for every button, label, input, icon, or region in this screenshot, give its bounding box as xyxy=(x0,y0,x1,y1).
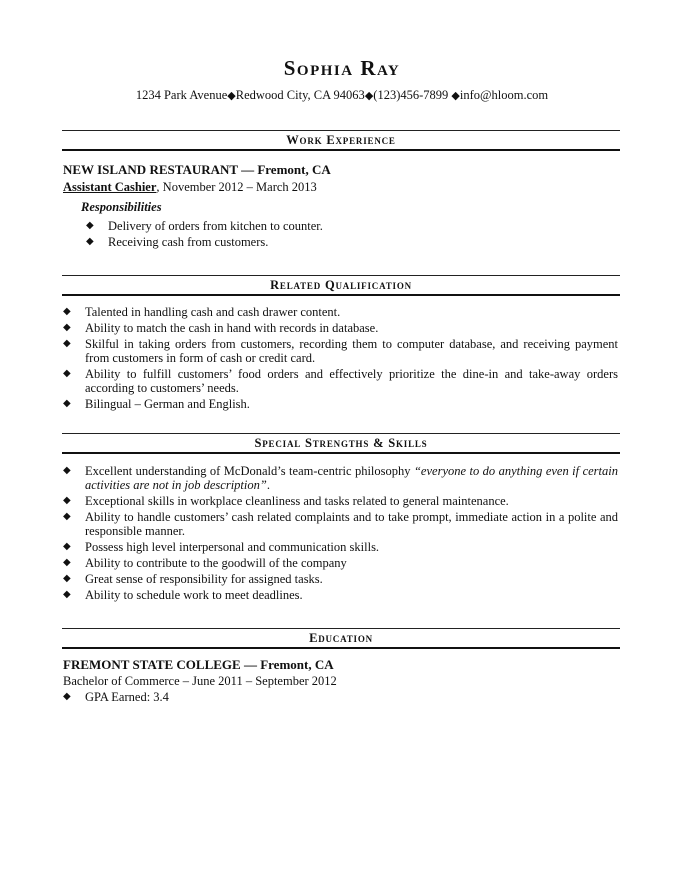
section-rule-bottom xyxy=(62,294,620,296)
contact-city: Redwood City, CA 94063 xyxy=(235,88,365,102)
qualification-text: Ability to fulfill customers’ food orders and effectively prioritize the dine-in and take-away orders according to customers’ needs. xyxy=(85,367,618,395)
education-detail-text: GPA Earned: 3.4 xyxy=(85,690,169,704)
section-rule-top xyxy=(62,275,620,276)
bullet-diamond-icon: ◆ xyxy=(86,220,94,231)
contact-separator: ◆ xyxy=(227,90,236,102)
section-title-work: Work Experience xyxy=(286,133,396,147)
skills-list xyxy=(63,464,618,604)
list-item xyxy=(63,556,618,570)
bullet-diamond-icon: ◆ xyxy=(63,368,71,379)
bullet-diamond-icon: ◆ xyxy=(63,691,71,702)
bullet-diamond-icon: ◆ xyxy=(63,557,71,568)
responsibility-text: Receiving cash from customers. xyxy=(108,235,269,249)
list-item xyxy=(63,321,618,335)
bullet-diamond-icon: ◆ xyxy=(63,322,71,333)
contact-phone: (123)456-7899 xyxy=(373,88,449,102)
skill-text: Ability to schedule work to meet deadlines. xyxy=(85,588,303,602)
skill-text: Great sense of responsibility for assigned tasks. xyxy=(85,572,323,586)
qualification-text: Skilful in taking orders from customers, recording them to computer database, and receiving payment from customers in form of cash or credit card. xyxy=(85,337,618,365)
job-dates: , November 2012 – March 2013 xyxy=(156,180,317,194)
job-title-line xyxy=(63,180,317,195)
skill-text: Exceptional skills in workplace cleanliness and tasks related to general maintenance. xyxy=(85,494,509,508)
school-heading: FREMONT STATE COLLEGE — Fremont, CA xyxy=(63,657,334,672)
contact-separator: ◆ xyxy=(364,90,374,102)
bullet-diamond-icon: ◆ xyxy=(63,338,71,349)
list-item xyxy=(63,494,618,508)
section-rule-top xyxy=(62,130,620,131)
section-rule-bottom xyxy=(62,452,620,454)
skill-text: Ability to handle customers’ cash related complaints and to take prompt, immediate action in a polite and responsible manner. xyxy=(85,510,618,538)
bullet-diamond-icon: ◆ xyxy=(63,495,71,506)
list-item xyxy=(86,219,386,233)
section-title-skills: Special Strengths & Skills xyxy=(254,436,428,450)
contact-address: 1234 Park Avenue xyxy=(135,88,228,102)
list-item xyxy=(63,572,618,586)
list-item xyxy=(63,540,618,554)
education-list xyxy=(63,690,363,706)
qualification-list xyxy=(63,305,618,413)
list-item xyxy=(63,337,618,365)
section-title-qualification: Related Qualification xyxy=(270,278,412,292)
list-item xyxy=(63,588,618,602)
bullet-diamond-icon: ◆ xyxy=(63,465,71,476)
list-item xyxy=(63,305,618,319)
skill-text: Ability to contribute to the goodwill of the company xyxy=(85,556,347,570)
section-rule-bottom xyxy=(62,149,620,151)
bullet-diamond-icon: ◆ xyxy=(63,511,71,522)
responsibilities-heading: Responsibilities xyxy=(81,200,162,214)
qualification-text: Talented in handling cash and cash drawer content. xyxy=(85,305,341,319)
contact-line xyxy=(0,88,684,103)
employer-heading: NEW ISLAND RESTAURANT — Fremont, CA xyxy=(63,162,331,177)
section-rule-top xyxy=(62,433,620,434)
list-item xyxy=(63,367,618,395)
section-title-education: Education xyxy=(309,631,373,645)
skill-text-end: . xyxy=(266,478,270,492)
skill-text: Possess high level interpersonal and communication skills. xyxy=(85,540,380,554)
section-rule-top xyxy=(62,628,620,629)
contact-separator: ◆ xyxy=(451,90,460,102)
skill-text: Excellent understanding of McDonald’s team-centric philosophy xyxy=(85,464,414,478)
list-item xyxy=(63,464,618,492)
list-item xyxy=(86,235,386,249)
section-rule-bottom xyxy=(62,647,620,649)
contact-email: info@hloom.com xyxy=(459,88,549,102)
candidate-name: Sophia Ray xyxy=(283,56,401,80)
skill-quote: “everyone to do anything even if certain activities are not in job description” xyxy=(85,464,618,492)
responsibilities-list xyxy=(86,219,386,251)
bullet-diamond-icon: ◆ xyxy=(86,236,94,247)
qualification-text: Bilingual – German and English. xyxy=(85,397,250,411)
bullet-diamond-icon: ◆ xyxy=(63,398,71,409)
list-item xyxy=(63,690,363,704)
list-item xyxy=(63,510,618,538)
degree-line: Bachelor of Commerce – June 2011 – September 2012 xyxy=(63,674,337,688)
job-role: Assistant Cashier xyxy=(63,180,157,194)
bullet-diamond-icon: ◆ xyxy=(63,573,71,584)
bullet-diamond-icon: ◆ xyxy=(63,541,71,552)
bullet-diamond-icon: ◆ xyxy=(63,306,71,317)
responsibility-text: Delivery of orders from kitchen to counter. xyxy=(108,219,323,233)
bullet-diamond-icon: ◆ xyxy=(63,589,71,600)
qualification-text: Ability to match the cash in hand with records in database. xyxy=(85,321,379,335)
list-item xyxy=(63,397,618,411)
